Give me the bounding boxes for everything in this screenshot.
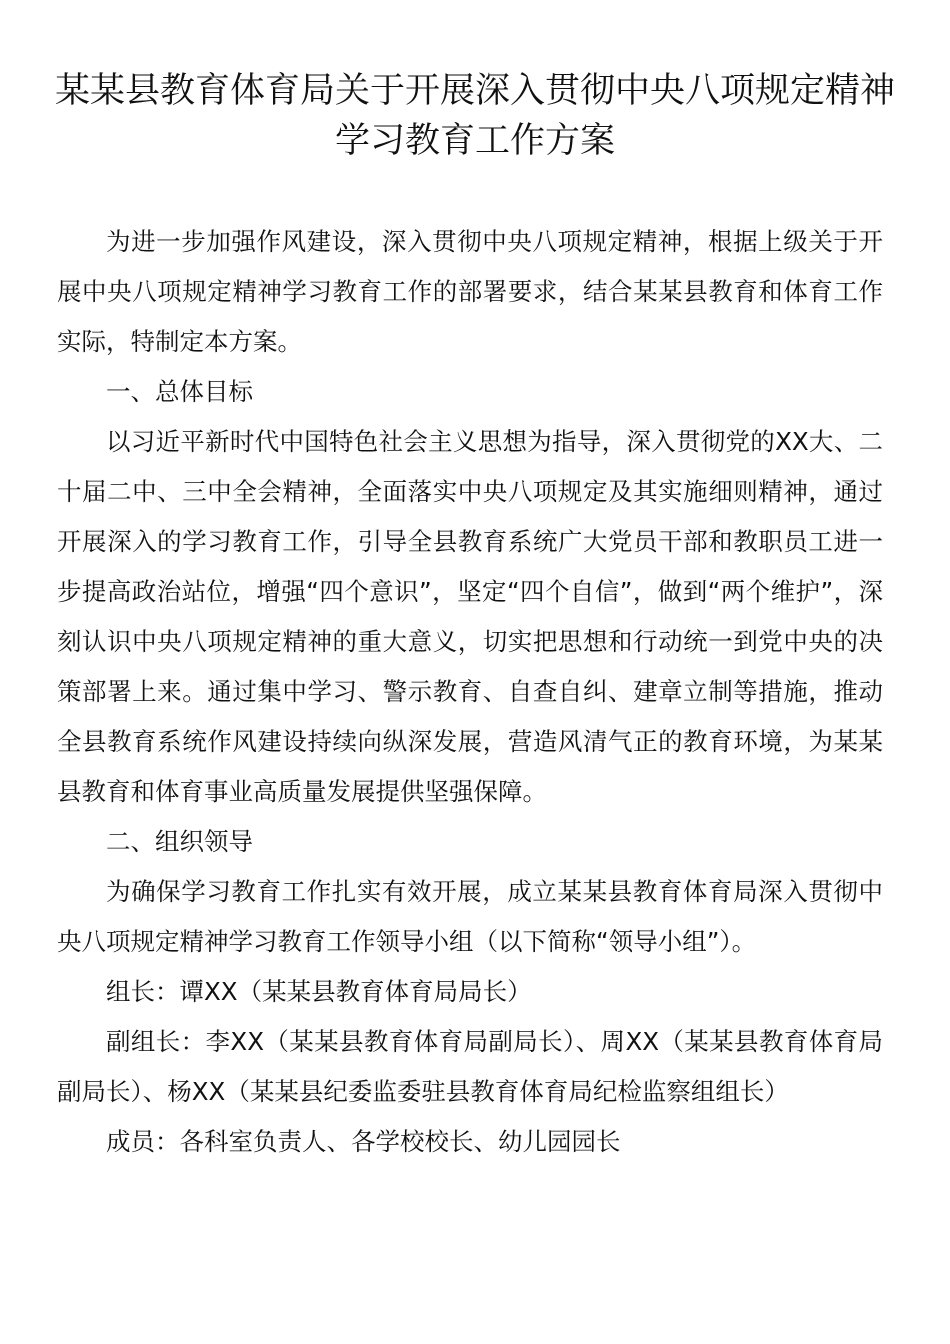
deputy-leader-line: 副组长：李XX（某某县教育体育局副局长）、周XX（某某县教育体育局副局长）、杨XX（某某县纪委监委驻县教育体育局纪检监察组组长） bbox=[57, 1027, 883, 1106]
document-title: 某某县教育体育局关于开展深入贯彻中央八项规定精神学习教育工作方案 bbox=[54, 71, 895, 161]
intro-paragraph: 为进一步加强作风建设，深入贯彻中央八项规定精神，根据上级关于开展中央八项规定精神学习教育工作的部署要求，结合某某县教育和体育工作实际，特制定本方案。 bbox=[57, 227, 883, 356]
section-heading-leadership: 二、组织领导 bbox=[106, 827, 253, 856]
members-line: 成员：各科室负责人、各学校校长、幼儿园园长 bbox=[106, 1127, 621, 1156]
leadership-paragraph: 为确保学习教育工作扎实有效开展，成立某某县教育体育局深入贯彻中央八项规定精神学习教育工作领导小组（以下简称“领导小组”）。 bbox=[57, 877, 883, 956]
document-body bbox=[57, 217, 883, 1167]
overall-goal-paragraph: 以习近平新时代中国特色社会主义思想为指导，深入贯彻党的XX大、二十届二中、三中全会精神，全面落实中央八项规定及其实施细则精神，通过开展深入的学习教育工作，引导全县教育系统广大党员干部和教职员工进一步提高政治站位，增强“四个意识”，坚定“四个自信”，做到“两个维护”，深刻认识中央八项规定精神的重大意义，切实把思想和行动统一到党中央的决策部署上来。通过集中学习、警示教育、自查自纠、建章立制等措施，推动全县教育系统作风建设持续向纵深发展，营造风清气正的教育环境，为某某县教育和体育事业高质量发展提供坚强保障。 bbox=[57, 427, 883, 806]
section-heading-overall-goal: 一、总体目标 bbox=[106, 377, 253, 406]
group-leader-line: 组长：谭XX（某某县教育体育局局长） bbox=[106, 977, 532, 1006]
